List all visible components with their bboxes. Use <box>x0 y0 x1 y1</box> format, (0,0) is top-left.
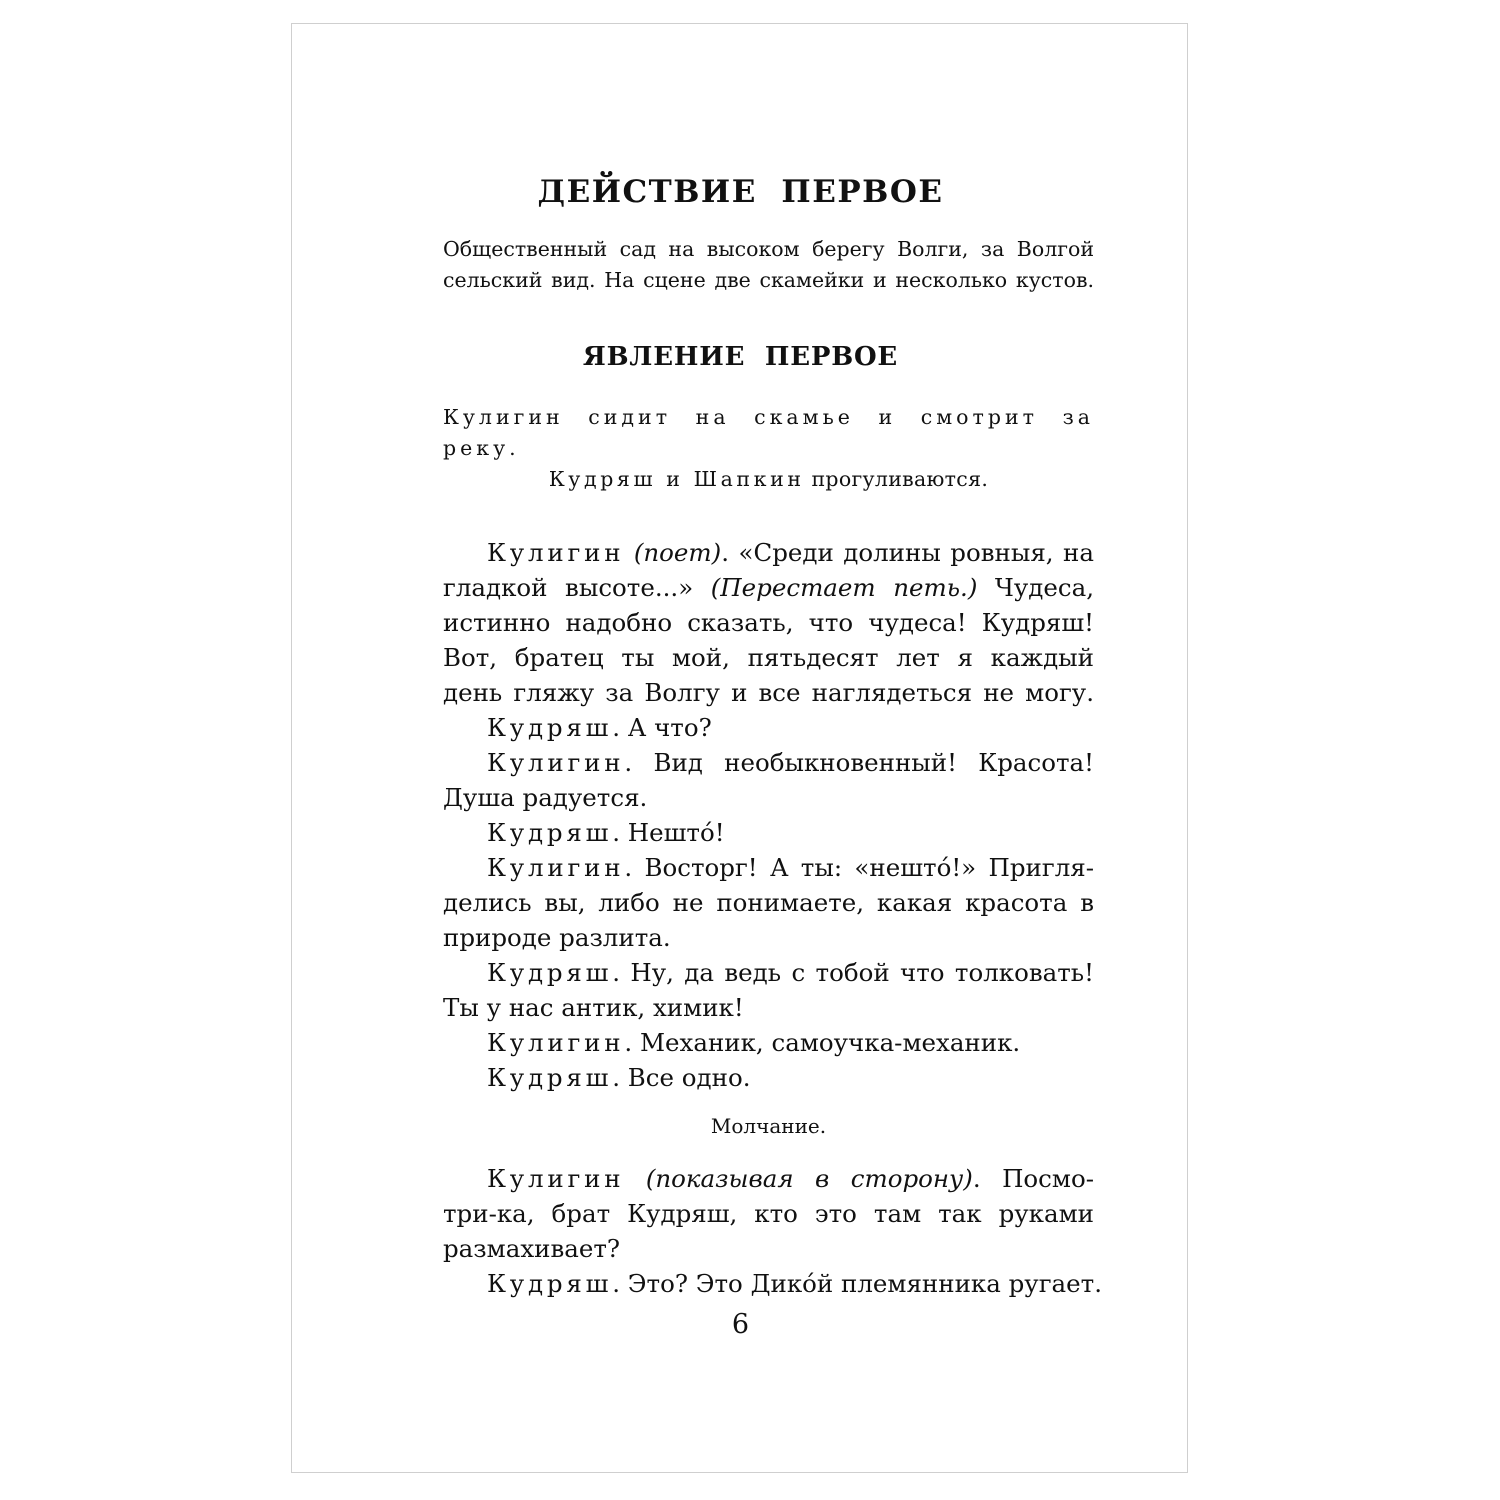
dialogue-line <box>443 1060 1094 1095</box>
dialogue-line <box>443 1266 1102 1301</box>
speech-text: Чудеса, <box>977 573 1094 602</box>
speaker-name: Кудряш <box>487 818 613 847</box>
speaker-name: Кулигин <box>487 1028 625 1057</box>
speech-text: гладкой высоте...» <box>443 573 711 602</box>
speech-text: . Механик, самоучка-механик. <box>624 1028 1021 1057</box>
dialogue-line: природе разлита. <box>443 923 671 952</box>
stage-direction-line: Кулигин сидит на скамье и смотрит за реку. <box>443 405 1094 460</box>
speech-text: . А что? <box>612 713 712 742</box>
stage-remark: (показывая в сторону) <box>645 1164 973 1193</box>
speaker-name: Кулигин <box>487 748 625 777</box>
dialogue-line <box>443 850 1094 885</box>
setting-line: Общественный сад на высоком берегу Волги, за Волгой <box>443 237 1094 261</box>
dialogue-line: размахивает? <box>443 1234 621 1263</box>
stage-direction-line <box>443 464 1094 495</box>
page-number: 6 <box>731 1309 750 1340</box>
stage-remark: (Перестает петь.) <box>710 573 978 602</box>
speech-text: . Вид необыкновенный! Красота! <box>624 748 1094 777</box>
dialogue-line <box>443 955 1094 990</box>
speaker-name: Кулигин <box>487 853 625 882</box>
speaker-name: Кудряш <box>487 1063 613 1092</box>
stage-direction-rest: прогуливаются. <box>804 467 989 491</box>
dialogue-line: день гляжу за Волгу и все наглядеться не могу. <box>443 678 1094 707</box>
dialogue-line: истинно надобно сказать, что чудеса! Кудряш! <box>443 608 1094 637</box>
stage-remark: (поет) <box>633 538 722 567</box>
speech-text: . Посмо- <box>972 1164 1094 1193</box>
speaker-name: Кулигин <box>487 1164 625 1193</box>
speech-text: . Все одно. <box>612 1063 751 1092</box>
setting-line: сельский вид. На сцене две скамейки и несколько кустов. <box>443 268 1094 292</box>
speech-text: . Это? Это Дикóй племянника ругает. <box>612 1269 1102 1298</box>
speaker-name: Кулигин <box>487 538 625 567</box>
book-page <box>291 23 1188 1473</box>
act-title: ДЕЙСТВИЕ ПЕРВОЕ <box>537 174 944 210</box>
speaker-name: Кудряш <box>487 958 613 987</box>
dialogue-line: Душа радуется. <box>443 783 648 812</box>
stage-direction <box>443 402 1094 495</box>
dialogue-line <box>443 815 1094 850</box>
speaker-name: Кудряш <box>487 1269 613 1298</box>
dialogue <box>443 535 1102 1301</box>
scene-title: ЯВЛЕНИЕ ПЕРВОЕ <box>582 342 899 372</box>
dialogue-line: делись вы, либо не понимаете, какая красота в <box>443 888 1094 917</box>
dialogue-line <box>443 1025 1094 1060</box>
speech-text: . Нештó! <box>612 818 725 847</box>
dialogue-line: Ты у нас антик, химик! <box>443 993 744 1022</box>
speech-text: . Восторг! А ты: «нештó!» Пригля- <box>624 853 1094 882</box>
speaker-name: Кудряш <box>487 713 613 742</box>
stage-direction-pause: Молчание. <box>710 1114 827 1138</box>
dialogue-line <box>443 745 1094 780</box>
dialogue-line: три-ка, брат Кудряш, кто это там так руками <box>443 1199 1094 1228</box>
dialogue-line: Вот, братец ты мой, пятьдесят лет я каждый <box>443 643 1094 672</box>
dialogue-line <box>443 710 1094 745</box>
setting-description <box>443 234 1094 296</box>
dialogue-line <box>443 1161 1094 1196</box>
dialogue-line <box>443 535 1094 570</box>
stage-direction-names: Кудряш и Шапкин <box>548 467 805 491</box>
speech-text: . «Среди долины ровныя, на <box>721 538 1094 567</box>
speech-text: . Ну, да ведь с тобой что толковать! <box>612 958 1094 987</box>
dialogue-line <box>443 570 1094 605</box>
